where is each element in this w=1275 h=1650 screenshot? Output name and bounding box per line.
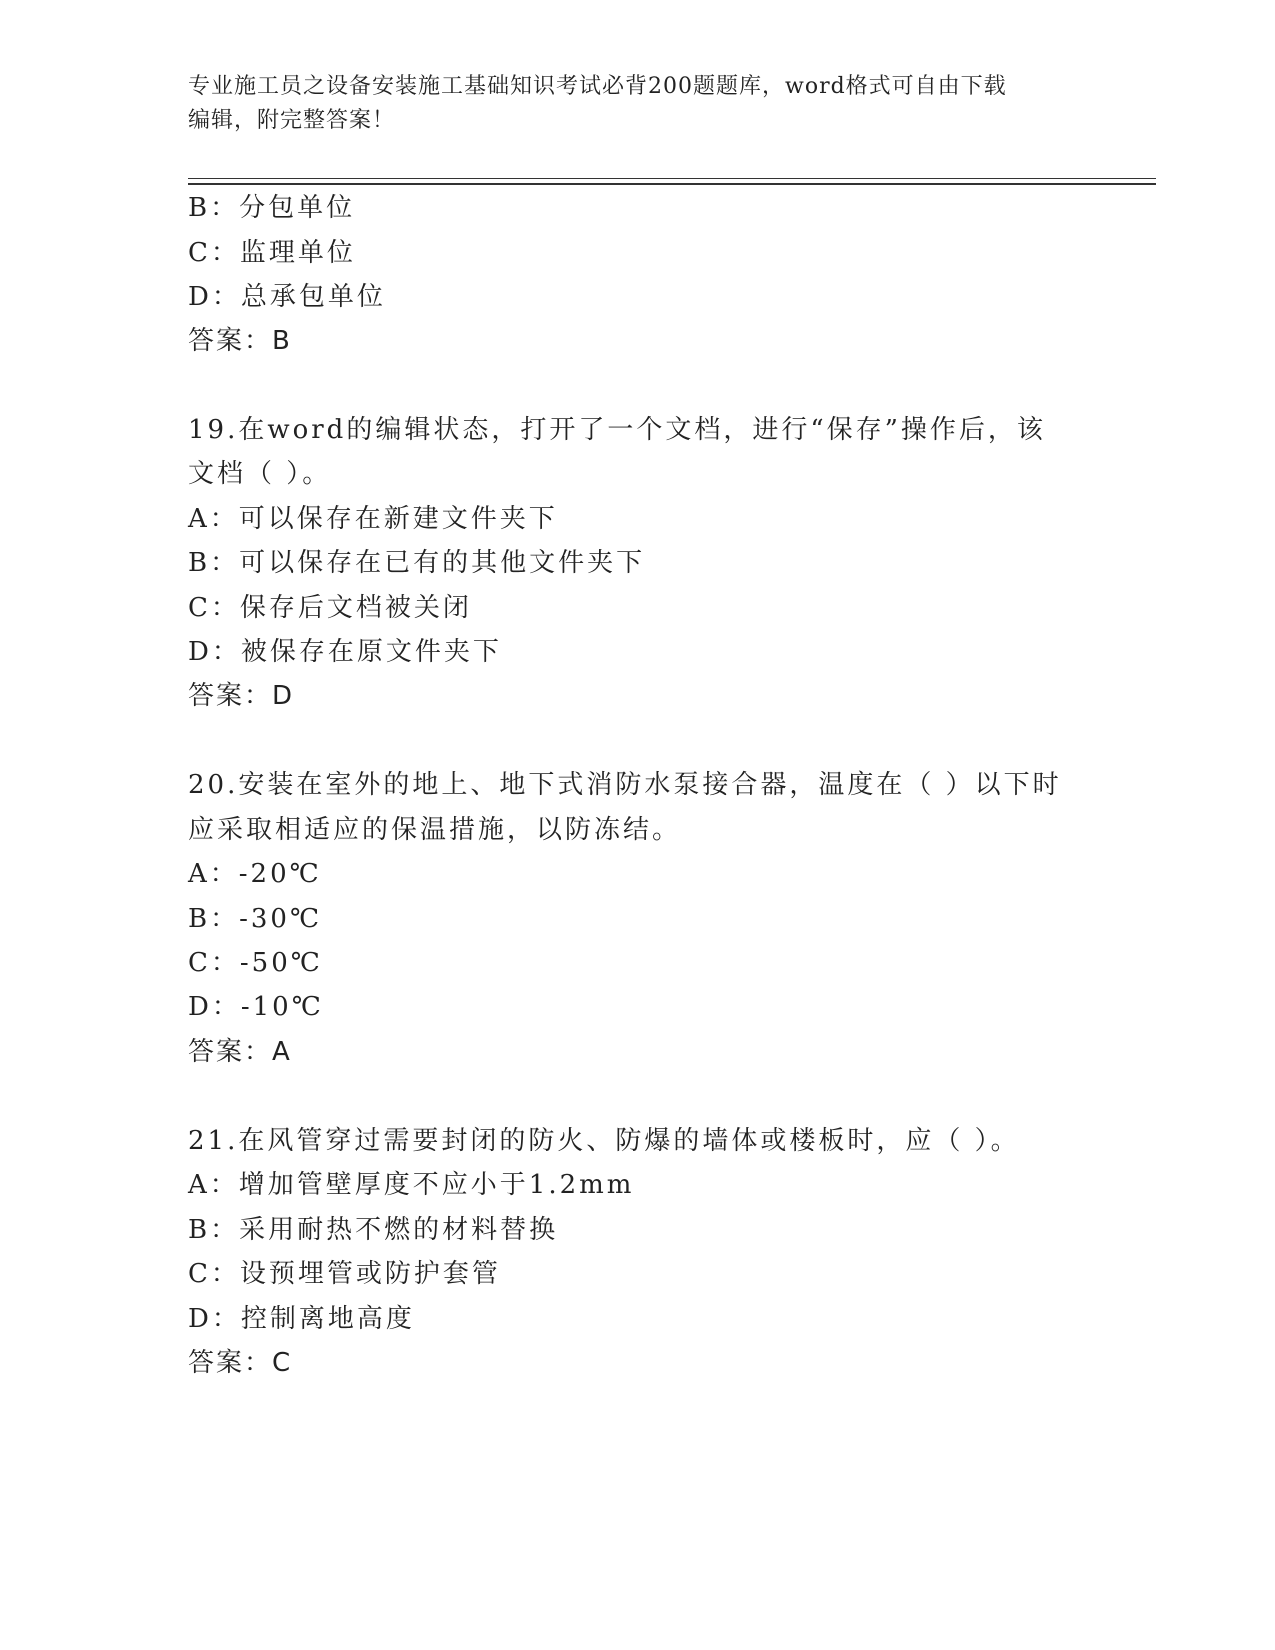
page-header: [188, 70, 1088, 138]
q20-stem-line-2: 应采取相适应的保温措施，以防冻结。: [188, 815, 682, 845]
q18-answer: 答案：B: [188, 326, 292, 356]
q20-option-c: C：-50℃: [188, 948, 323, 978]
q18-option-d: D：总承包单位: [188, 282, 386, 312]
q21-option-c: C：设预埋管或防护套管: [188, 1259, 501, 1289]
q21-option-d: D：控制离地高度: [188, 1304, 415, 1334]
q20-option-a: A：-20℃: [188, 859, 322, 889]
q19-answer: 答案：D: [188, 681, 295, 711]
q21-stem-line-1: 21.在风管穿过需要封闭的防火、防爆的墙体或楼板时，应（ ）。: [188, 1126, 1020, 1156]
q21-option-a: A：增加管壁厚度不应小于1.2mm: [188, 1170, 635, 1200]
q19-stem-line-2: 文档（ ）。: [188, 459, 332, 489]
q19-option-a: A：可以保存在新建文件夹下: [188, 504, 558, 534]
header-divider-thick: [188, 183, 1156, 185]
q20-option-d: D：-10℃: [188, 992, 324, 1022]
q19-option-d: D：被保存在原文件夹下: [188, 637, 502, 667]
q20-answer: 答案：A: [188, 1037, 292, 1067]
q20-option-b: B：-30℃: [188, 904, 323, 934]
q19-option-c: C：保存后文档被关闭: [188, 593, 472, 623]
q20-stem-line-1: 20.安装在室外的地上、地下式消防水泵接合器，温度在（ ）以下时: [188, 770, 1062, 800]
header-divider-thin: [188, 178, 1156, 179]
header-title-line-1: 专业施工员之设备安装施工基础知识考试必背200题题库，word格式可自由下载: [188, 74, 1007, 99]
q21-option-b: B：采用耐热不燃的材料替换: [188, 1215, 559, 1245]
header-title-line-2: 编辑，附完整答案！: [188, 108, 396, 133]
q19-stem-line-1: 19.在word的编辑状态，打开了一个文档，进行“保存”操作后，该: [188, 415, 1046, 445]
q21-answer: 答案：C: [188, 1348, 293, 1378]
q18-option-c: C：监理单位: [188, 238, 356, 268]
q19-option-b: B：可以保存在已有的其他文件夹下: [188, 548, 646, 578]
q18-option-b: B：分包单位: [188, 193, 356, 223]
